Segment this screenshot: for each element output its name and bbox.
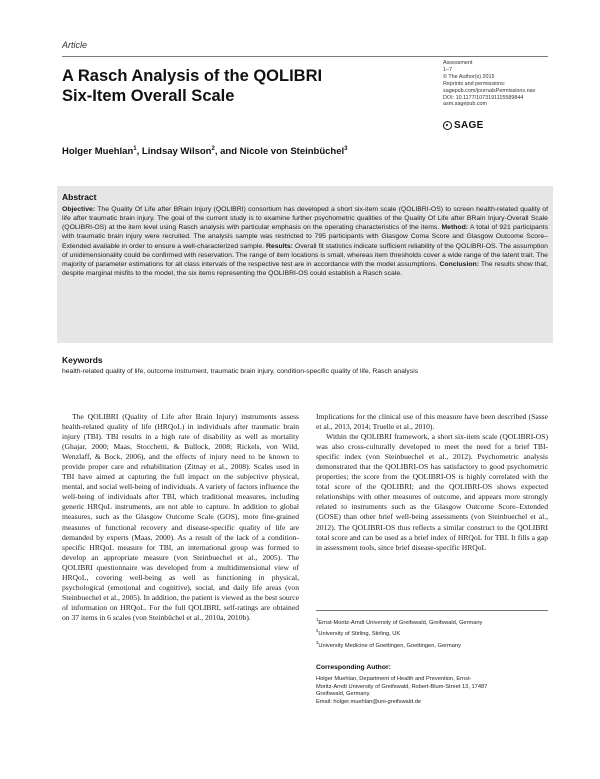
sage-logo — [443, 120, 484, 131]
journal-name: Assessment — [443, 60, 473, 66]
author-name: Holger Muehlan — [62, 146, 134, 158]
sage-logo-icon — [443, 121, 452, 130]
objective-label: Objective: — [62, 206, 96, 213]
body-right-column — [316, 412, 548, 553]
author-list: Holger Muehlan$^1$, Lindsay Wilson$^2$, and Nicole von Steinbüchel$^3$ — [62, 146, 348, 158]
footnote-rule — [316, 610, 548, 611]
affiliation-item: $^1$Ernst-Moritz-Arndt University of Greifswald, Greifswald, Germany — [316, 617, 483, 626]
results-label: Results: — [265, 242, 293, 250]
author-name: Lindsay Wilson — [141, 146, 212, 158]
author-affiliation-marker: 3 — [344, 146, 348, 152]
corresponding-author-heading: Corresponding Author: — [316, 664, 391, 671]
article-title — [62, 66, 392, 106]
body-paragraph: Within the QOLIBRI framework, a short six-item scale (QOLIBRI-OS) was also cross-culturally developed to meet the need for a brief TBI-specific index (von Steinbuechel et al., 2012). Psychometric analysis demonstrated that the QOLIBRI-OS has satisfactory to good psychometric properties; the score from the QOLIBRI-OS is highly correlated with the total score of the QOLIBRI; and the QOLIBRI-OS shows expected relationships with other measures of outcome, and appears more strongly related to instruments such as the Glasgow Outcome Score–Extended (GOSE) than other brief well-being assessments (von Steinbuechel et al., 2012). The QOLIBRI-OS thus reflects a similar construct to the QOLIBRI total score and can be used as a brief index of HRQoL for TBI. It fills a gap in assessment tools, since brief disease-specific HRQoL — [316, 432, 548, 552]
publication-meta — [443, 60, 563, 108]
header-rule — [62, 56, 548, 57]
conclusion-label: Conclusion: — [439, 260, 479, 268]
method-label: Method: — [441, 224, 469, 232]
title-line-1: A Rasch Analysis of the QOLIBRI — [62, 67, 323, 85]
results-text: Overall fit statistics indicate sufficient reliability of the QOLIBRI-OS. The assumption of unidimensionality could be confirmed with reservation. The range of item locations is small, whereas item thresholds cover a wide range of the latent trait. The majority of parameter estimations for all class intervals of the respective test are in accordance with the model assumptions. — [62, 242, 548, 268]
article-type-label: Article — [62, 40, 88, 50]
corresponding-email[interactable]: Email: holger.muehlan@uni-greifswald.de — [316, 699, 422, 706]
abstract-text — [62, 205, 548, 278]
affiliation-item: $^3$University Medicine of Goettingen, Goettingen, Germany — [316, 639, 461, 649]
keywords-heading: Keywords — [62, 355, 103, 365]
objective-text: The Quality Of Life after BRain Injury (QOLIBRI) consortium has developed a short six-item scale (QOLIBRI-OS) to screen health-related quality of life after traumatic brain injury. The goal of the current study is to examine further psychometric qualities of the Quality Of Life after BRain Injury-Overall Scale (QOLIBRI-OS) at the item level using Rasch analysis with particular emphasis on the operating characteristics of the items. — [62, 206, 548, 232]
page-range: 1–7 — [443, 66, 452, 73]
method-text: A total of 921 participants with traumatic brain injury were recruited. The analysis sample was restricted to 795 participants with Glasgow Coma Score and Glasgow Outcome Score–Extended available in order to ensure a well-characterized sample. — [62, 224, 548, 250]
copyright: © The Author(s) 2015 — [443, 73, 495, 80]
conclusion-text: The results show that, despite marginal misfits to the model, the six items representing the QOLIBRI-OS could establish a Rasch scale. — [62, 260, 548, 278]
corresponding-author-details: Holger Muehlan, Department of Health and Prevention, Ernst- Moritz-Arndt University of Greifswald, Robert-Blum-Street 13, 17487 Greifswald, Germany. Email: holger.muehlan@uni-greifswald.de — [316, 676, 548, 707]
affiliation-item: $^2$University of Stirling, Stirling, UK — [316, 628, 401, 638]
author-affiliation-marker: 2 — [211, 146, 215, 152]
reprints-label: Reprints and permissions: — [443, 80, 506, 87]
permissions-link[interactable]: sagepub.com/journalsPermissions.nav — [443, 87, 536, 94]
author-name: Nicole von Steinbüchel — [239, 146, 345, 158]
abstract-heading: Abstract — [62, 192, 97, 202]
journal-site-link[interactable]: asm.sagepub.com — [443, 101, 488, 108]
author-affiliation-marker: 1 — [133, 146, 137, 152]
keywords-text: health-related quality of life, outcome instrument, traumatic brain injury, condition-specific quality of life, Rasch analysis — [62, 368, 419, 375]
title-line-2: Six-Item Overall Scale — [62, 87, 235, 105]
affiliations — [316, 616, 548, 650]
body-left-column: The QOLIBRI (Quality of Life after Brain Injury) instruments assess health-related quality of life (HRQoL) in individuals after traumatic brain injury (TBI). TBI results in a high rate of disability as well as mortality (Ghajar, 2000; Maas, Stocchetti, & Bullock, 2008; Rickels, von Wild, Wenzlaff, & Bock, 2006), and the effects of injury need to be known to provide proper care and rehabilitation (Zitnay et al., 2008). Scales used in TBI have aimed at capturing the full impact on the subjective physical, mental, and social well-being of individuals. A variety of factors influence the well-being of individuals after TBI, which traditional measures, including generic HRQoL instruments, are not able to capture. In addition to global measures, such as the Glasgow Outcome Scale (GOS), more fine-grained measures of functional recovery and disease-specific quality of life are demanded by experts (Maas, 2000). As a result of the lack of a condition-specific HRQoL measure for TBI, an international group was formed to develop an appropriate measure (von Steinbuechel et al., 2005). The QOLIBRI questionnaire was developed from a multidimensional view of HRQoL, covering well-being as well as functioning in physical, psychological (emotional and cognitive), social, and daily life areas (von Steinbuechel et al., 2005). In addition, the patient is viewed as the best source of information on HRQoL. For the full QOLIBRI, self-ratings are obtained on 37 items in 6 scales (von Steinbüchel et al., 2010a, 2010b). — [62, 412, 299, 622]
doi[interactable]: DOI: 10.1177/1073191115589844 — [443, 94, 524, 101]
body-paragraph: Implications for the clinical use of this measure have been described (Sasse et al., 2013, 2014; Truelle et al., 2010). — [316, 412, 548, 432]
sage-logo-text: SAGE — [454, 120, 484, 131]
